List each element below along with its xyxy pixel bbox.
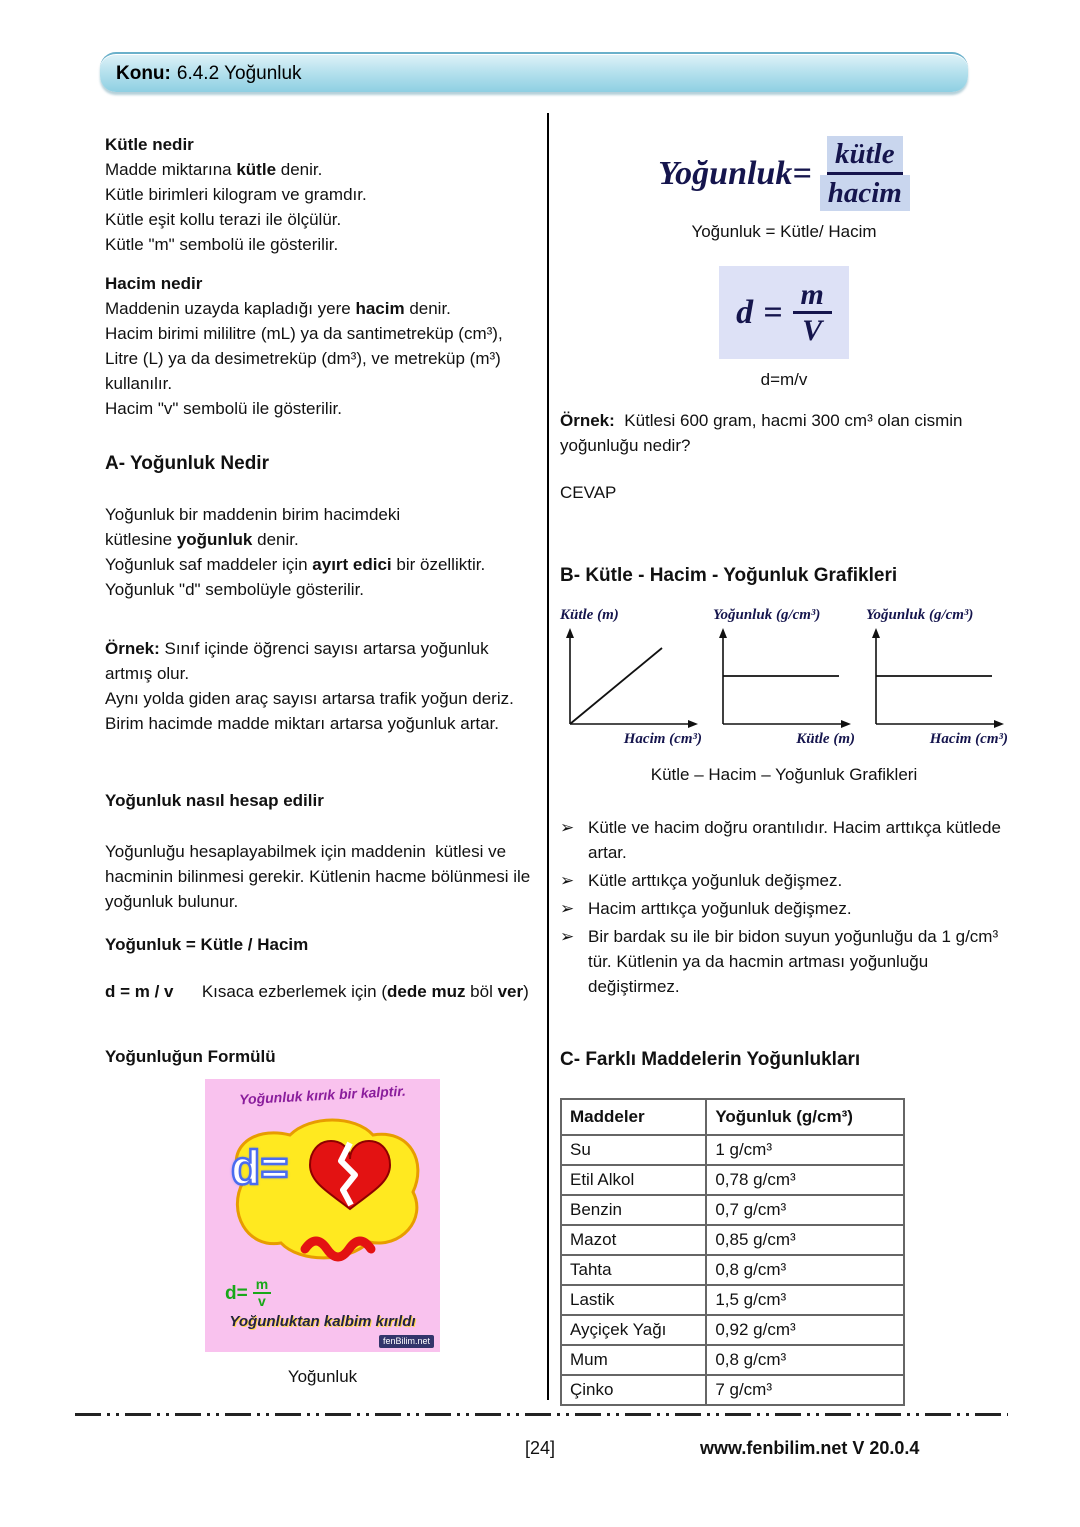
- table-header-row: [561, 1099, 904, 1135]
- example-paragraph: [105, 636, 537, 736]
- list-item: [560, 815, 1008, 865]
- diagonal-data-line: [570, 648, 662, 724]
- text-line: Yoğunluk bir maddenin birim hacimdeki: [105, 505, 401, 524]
- table-row: [561, 1375, 904, 1405]
- density-cell: 1 g/cm³: [706, 1135, 904, 1165]
- list-item: [560, 924, 1008, 999]
- substance-cell: Mum: [561, 1345, 706, 1375]
- density-formula-display: [634, 136, 934, 211]
- text-line: Litre (L) ya da desimetreküp (dm³), ve metreküp (m³): [105, 349, 501, 368]
- density-cell: 0,8 g/cm³: [706, 1345, 904, 1375]
- text-line: Yoğunluğu hesaplayabilmek için maddenin kütlesi ve: [105, 842, 507, 861]
- substance-cell: Lastik: [561, 1285, 706, 1315]
- density-table: [560, 1098, 905, 1406]
- table-row: [561, 1345, 904, 1375]
- density-mass-graph-plot: [713, 626, 855, 730]
- list-item: [560, 868, 1008, 893]
- example-question: [560, 408, 1008, 458]
- graph-x-label: Kütle (m): [796, 731, 855, 747]
- bullet-list: [560, 815, 1008, 999]
- d-lhs: d: [736, 293, 754, 331]
- density-cell: 0,8 g/cm³: [706, 1255, 904, 1285]
- substance-cell: Benzin: [561, 1195, 706, 1225]
- formula-numerator: kütle: [827, 136, 903, 175]
- substance-cell: Etil Alkol: [561, 1165, 706, 1195]
- text-line: Örnek: Kütlesi 600 gram, hacmi 300 cm³ olan cismin: [560, 411, 963, 430]
- right-column: [560, 132, 1008, 1406]
- y-axis-arrow: [566, 628, 574, 638]
- density-volume-graph-plot: [866, 626, 1008, 730]
- graph-x-label: Hacim (cm³): [623, 731, 702, 747]
- substance-cell: Çinko: [561, 1375, 706, 1405]
- density-cell: 7 g/cm³: [706, 1375, 904, 1405]
- graph-y-label: Yoğunluk (g/cm³): [866, 607, 974, 623]
- formula-section-heading: Yoğunluğun Formülü: [105, 1047, 276, 1066]
- text-line: artmış olur.: [105, 664, 190, 683]
- mass-volume-graph: [560, 606, 702, 748]
- x-axis-arrow: [841, 720, 851, 728]
- text-line: Aynı yolda giden araç sayısı artarsa trafik yoğun deriz.: [105, 689, 514, 708]
- graph-x-label: Hacim (cm³): [929, 731, 1008, 747]
- watermark-badge: fenBilim.net: [379, 1335, 434, 1348]
- bullet-arrow-icon: ➢: [560, 818, 575, 837]
- text-line: Kütle birimleri kilogram ve gramdır.: [105, 185, 367, 204]
- formula-denominator: hacim: [820, 175, 910, 211]
- density-mass-graph: [713, 606, 855, 748]
- mnemonic-text: d = m / v Kısaca ezberlemek için (dede muz böl ver): [105, 982, 529, 1001]
- d-denominator: V: [802, 314, 823, 347]
- bullet-text: Bir bardak su ile bir bidon suyun yoğunluğu da 1 g/cm³ tür. Kütlenin ya da hacmin artması yoğunluğu değiştirmez.: [588, 927, 999, 996]
- text-line: Kütle eşit kollu terazi ile ölçülür.: [105, 210, 342, 229]
- bullet-arrow-icon: ➢: [560, 899, 575, 918]
- table-row: [561, 1165, 904, 1195]
- topic-label: Konu:: [116, 63, 171, 84]
- formula-fraction: [820, 136, 910, 211]
- column-divider: [547, 113, 549, 1400]
- density-cell: 0,85 g/cm³: [706, 1225, 904, 1255]
- list-item: [560, 896, 1008, 921]
- bullet-arrow-icon: ➢: [560, 871, 575, 890]
- bullet-text: Hacim arttıkça yoğunluk değişmez.: [588, 899, 852, 918]
- section-a-paragraph: [105, 502, 537, 602]
- cartoon-caption: Yoğunluk: [287, 1367, 358, 1386]
- table-row: [561, 1195, 904, 1225]
- density-volume-graph: [866, 606, 1008, 748]
- topic-header-bar: [100, 52, 968, 92]
- table-row: [561, 1315, 904, 1345]
- mass-volume-graph-plot: [560, 626, 702, 730]
- formula-caption: Yoğunluk = Kütle/ Hacim: [691, 222, 877, 241]
- substance-cell: Su: [561, 1135, 706, 1165]
- density-cell: 0,7 g/cm³: [706, 1195, 904, 1225]
- bullet-text: Kütle ve hacim doğru orantılıdır. Hacim arttıkça kütlede artar.: [588, 818, 1001, 862]
- table-row: [561, 1135, 904, 1165]
- cartoon-top-caption: Yoğunluk kırık bir kalptir.: [238, 1082, 407, 1108]
- mass-heading: Kütle nedir: [105, 135, 194, 154]
- density-cell: 1,5 g/cm³: [706, 1285, 904, 1315]
- graph-y-label: Kütle (m): [560, 607, 619, 623]
- big-d-equals-text: d=: [231, 1142, 289, 1195]
- density-cell: 0,78 g/cm³: [706, 1165, 904, 1195]
- section-b-heading: B- Kütle - Hacim - Yoğunluk Grafikleri: [560, 565, 898, 586]
- text-line: kullanılır.: [105, 374, 173, 393]
- text-line: Yoğunluk saf maddeler için ayırt edici bir özelliktir.: [105, 555, 486, 574]
- section-c-heading: C- Farklı Maddelerin Yoğunlukları: [560, 1049, 861, 1070]
- page-number: [24]: [524, 1438, 556, 1458]
- bullet-arrow-icon: ➢: [560, 927, 575, 946]
- bullet-text: Kütle arttıkça yoğunluk değişmez.: [588, 871, 843, 890]
- volume-heading: Hacim nedir: [105, 274, 203, 293]
- text-line: Örnek: Sınıf içinde öğrenci sayısı artarsa yoğunluk: [105, 639, 489, 658]
- text-line: Hacim birimi mililitre (mL) ya da santimetreküp (cm³),: [105, 324, 503, 343]
- graph-y-label: Yoğunluk (g/cm³): [713, 607, 821, 623]
- text-line: Madde miktarına kütle denir.: [105, 160, 323, 179]
- small-d-formula: [225, 1277, 271, 1309]
- text-line: Birim hacimde madde miktarı artarsa yoğunluk artar.: [105, 714, 499, 733]
- table-header-density: Yoğunluk (g/cm³): [706, 1099, 904, 1135]
- table-row: [561, 1225, 904, 1255]
- d-equals-sign: =: [763, 293, 783, 331]
- answer-label: CEVAP: [560, 483, 617, 502]
- y-axis-arrow: [719, 628, 727, 638]
- substance-cell: Mazot: [561, 1225, 706, 1255]
- density-cell: 0,92 g/cm³: [706, 1315, 904, 1345]
- substance-cell: Ayçiçek Yağı: [561, 1315, 706, 1345]
- small-d-fraction: [253, 1277, 271, 1309]
- d-numerator: m: [793, 278, 832, 314]
- graphs-row: [560, 606, 1008, 748]
- table-row: [561, 1285, 904, 1315]
- text-line: Kütle "m" sembolü ile gösterilir.: [105, 235, 339, 254]
- footer-divider-line: [75, 1413, 1008, 1416]
- d-formula-caption: d=m/v: [760, 370, 808, 389]
- text-line: Hacim "v" sembolü ile gösterilir.: [105, 399, 342, 418]
- small-d-numerator: m: [253, 1277, 271, 1294]
- section-a-heading: A- Yoğunluk Nedir: [105, 453, 269, 474]
- table-row: [561, 1255, 904, 1285]
- small-d-denominator: v: [258, 1293, 266, 1309]
- substance-cell: Tahta: [561, 1255, 706, 1285]
- x-axis-arrow: [688, 720, 698, 728]
- formula-lhs: Yoğunluk=: [658, 155, 812, 192]
- footer-site-version: www.fenbilim.net V 20.0.4: [700, 1438, 920, 1458]
- calc-heading: Yoğunluk nasıl hesap edilir: [105, 791, 324, 810]
- table-header-substance: Maddeler: [561, 1099, 706, 1135]
- density-formula-text: Yoğunluk = Kütle / Hacim: [105, 935, 309, 954]
- text-line: yoğunluğu nedir?: [560, 436, 691, 455]
- text-line: Yoğunluk "d" sembolüyle gösterilir.: [105, 580, 365, 599]
- d-equals-mv-display: [719, 266, 849, 359]
- d-fraction: [793, 278, 832, 347]
- text-line: kütlesine yoğunluk denir.: [105, 530, 299, 549]
- cartoon-bottom-caption: Yoğunluktan kalbim kırıldı: [229, 1313, 416, 1330]
- text-line: Maddenin uzayda kapladığı yere hacim denir.: [105, 299, 451, 318]
- text-line: hacminin bilinmesi gerekir. Kütlenin hacme bölünmesi ile: [105, 867, 531, 886]
- topic-title: 6.4.2 Yoğunluk: [176, 63, 302, 84]
- small-d-lhs: d=: [225, 1282, 248, 1304]
- density-cartoon-image: [205, 1079, 440, 1352]
- calc-paragraph: [105, 839, 537, 914]
- x-axis-arrow: [994, 720, 1004, 728]
- y-axis-arrow: [872, 628, 880, 638]
- text-line: yoğunluk bulunur.: [105, 892, 239, 911]
- left-column: [105, 132, 537, 1389]
- graphs-caption: Kütle – Hacim – Yoğunluk Grafikleri: [650, 765, 918, 784]
